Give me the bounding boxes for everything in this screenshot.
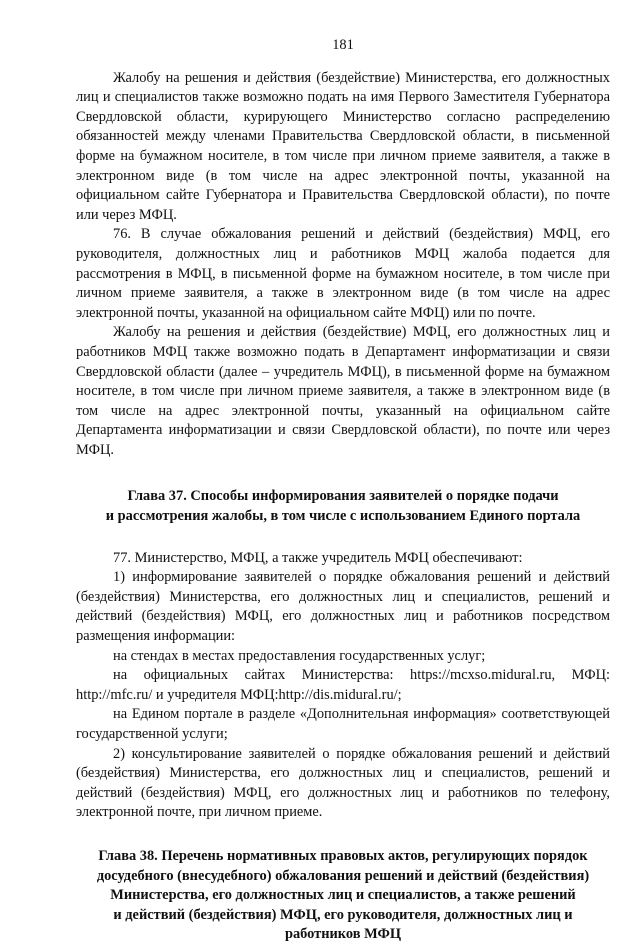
page-number: 181 — [332, 37, 354, 53]
paragraph-77-item-1: 1) информирование заявителей о порядке обжалования решений и действий (бездействия) Министерства, его должностных лиц и специалистов, решений и действий (бездействия) МФЦ, его должностных лиц и работников посредством размещения информации: — [76, 569, 610, 645]
paragraph-unified-portal: на Едином портале в разделе «Дополнительная информация» соответствующей государственной услуги; — [76, 706, 610, 742]
chapter-37-heading — [76, 487, 610, 526]
paragraph-stands: на стендах в местах предоставления государственных услуг; — [113, 647, 486, 664]
chapter-37-heading-line: и рассмотрения жалобы, в том числе с использованием Единого портала — [105, 508, 581, 525]
paragraph-77: 77. Министерство, МФЦ, а также учредитель МФЦ обеспечивают: — [113, 549, 523, 566]
paragraph-official-sites: на официальных сайтах Министерства: https://mcxso.midural.ru, МФЦ: http://mfc.ru/ и учредителя МФЦ:http://dis.midural.ru/; — [76, 667, 610, 703]
chapter-38-heading — [76, 847, 610, 945]
document-page — [76, 36, 610, 945]
paragraph-77-item-2: 2) консультирование заявителей о порядке обжалования решений и действий (бездействия) Министерства, его должностных лиц и специалистов, решений и действий (бездействия) МФЦ, его должностных лиц и работников по телефону, электронной почте, при личном приеме. — [76, 745, 610, 821]
chapter-38-heading-line: досудебного (внесудебного) обжалования решений и действий (бездействия) — [96, 867, 590, 884]
chapter-37-heading-line: Глава 37. Способы информирования заявителей о порядке подачи — [127, 488, 559, 505]
chapter-38-heading-line: Министерства, его должностных лиц и специалистов, а также решений — [110, 887, 576, 904]
chapter-38-heading-line: и действий (бездействия) МФЦ, его руководителя, должностных лиц и — [113, 906, 573, 923]
chapter-38-heading-line: Глава 38. Перечень нормативных правовых актов, регулирующих порядок — [98, 847, 588, 864]
chapter-38-heading-line: работников МФЦ — [284, 926, 402, 943]
paragraph-76: 76. В случае обжалования решений и действий (бездействия) МФЦ, его руководителя, должностных лиц и работников МФЦ жалоба подается для рассмотрения в МФЦ, в письменной форме на бумажном носителе, в том числе при личном приеме заявителя, а также в электронном виде (в том числе на адрес электронной почты, указанной на официальном сайте МФЦ) или по почте. — [76, 226, 610, 321]
paragraph-complaint-governor: Жалобу на решения и действия (бездействие) Министерства, его должностных лиц и специалистов также возможно подать на имя Первого Заместителя Губернатора Свердловской области, курирующего Министерство согласно распределению обязанностей между членами Правительства Свердловской области, в письменной форме на бумажном носителе, в том числе при личном приеме заявителя, а также в электронном виде (в том числе на адрес электронной почты, указанной на официальном сайте Губернатора и Правительства Свердловской области), по почте или через МФЦ. — [76, 69, 610, 223]
paragraph-complaint-department: Жалобу на решения и действия (бездействие) МФЦ, его должностных лиц и работников МФЦ также возможно подать в Департамент информатизации и связи Свердловской области (далее – учредитель МФЦ), в письменной форме на бумажном носителе, в том числе при личном приеме заявителя, а также в электронном виде (в том числе на адрес электронной почты, указанный на официальном сайте Департамента информатизации и связи Свердловской области), по почте или через МФЦ. — [76, 324, 610, 458]
